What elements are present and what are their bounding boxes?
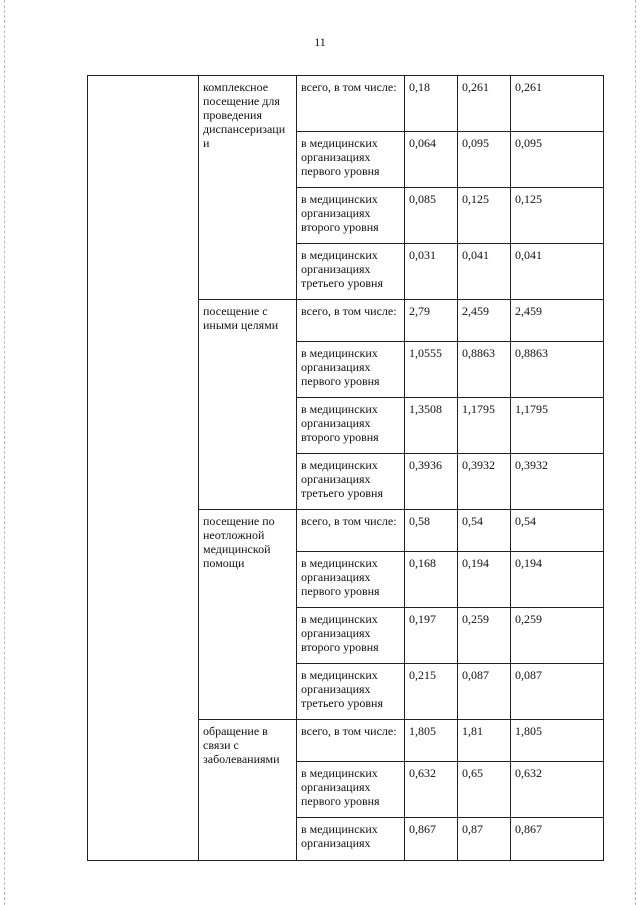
row-label-cell: в медицинских организациях третьего уровня	[297, 244, 405, 300]
category-cell	[88, 76, 199, 861]
group-name-cell: посещение по неотложной медицинской помощи	[199, 510, 297, 720]
group-name-cell: посещение с иными целями	[199, 300, 297, 510]
row-label-cell: в медицинских организациях первого уровня	[297, 342, 405, 398]
group-name-cell: обращение в связи с заболеваниями	[199, 720, 297, 861]
value-cell: 1,1795	[511, 398, 604, 454]
row-label-cell: в медицинских организациях	[297, 818, 405, 861]
value-cell: 0,125	[458, 188, 511, 244]
page-number: 11	[314, 35, 326, 49]
value-cell: 0,031	[405, 244, 458, 300]
value-cell: 0,125	[511, 188, 604, 244]
value-cell: 0,632	[405, 762, 458, 818]
value-cell: 0,867	[511, 818, 604, 861]
value-cell: 0,215	[405, 664, 458, 720]
value-cell: 0,8863	[458, 342, 511, 398]
value-cell: 0,085	[405, 188, 458, 244]
value-cell: 0,168	[405, 552, 458, 608]
value-cell: 0,54	[511, 510, 604, 552]
value-cell: 0,867	[405, 818, 458, 861]
value-cell: 0,3932	[458, 454, 511, 510]
value-cell: 0,087	[458, 664, 511, 720]
value-cell: 0,041	[458, 244, 511, 300]
row-label-cell: в медицинских организациях первого уровня	[297, 132, 405, 188]
value-cell: 0,041	[511, 244, 604, 300]
page-edge-right	[635, 0, 640, 905]
value-cell: 0,632	[511, 762, 604, 818]
row-label-cell: всего, в том числе:	[297, 300, 405, 342]
value-cell: 1,805	[511, 720, 604, 762]
value-cell: 0,064	[405, 132, 458, 188]
value-cell: 0,095	[458, 132, 511, 188]
value-cell: 1,0555	[405, 342, 458, 398]
row-label-cell: в медицинских организациях третьего уровня	[297, 664, 405, 720]
value-cell: 0,259	[458, 608, 511, 664]
table-row	[88, 76, 604, 132]
value-cell: 0,087	[511, 664, 604, 720]
standards-table	[87, 75, 604, 861]
value-cell: 0,259	[511, 608, 604, 664]
value-cell: 0,18	[405, 76, 458, 132]
value-cell: 2,79	[405, 300, 458, 342]
value-cell: 0,194	[511, 552, 604, 608]
value-cell: 0,54	[458, 510, 511, 552]
value-cell: 1,3508	[405, 398, 458, 454]
value-cell: 0,261	[458, 76, 511, 132]
value-cell: 2,459	[511, 300, 604, 342]
row-label-cell: в медицинских организациях второго уровня	[297, 398, 405, 454]
value-cell: 2,459	[458, 300, 511, 342]
row-label-cell: всего, в том числе:	[297, 720, 405, 762]
value-cell: 1,1795	[458, 398, 511, 454]
value-cell: 1,81	[458, 720, 511, 762]
value-cell: 0,3936	[405, 454, 458, 510]
row-label-cell: в медицинских организациях второго уровня	[297, 188, 405, 244]
value-cell: 0,65	[458, 762, 511, 818]
value-cell: 0,58	[405, 510, 458, 552]
page-edge-left	[0, 0, 5, 905]
value-cell: 0,87	[458, 818, 511, 861]
value-cell: 1,805	[405, 720, 458, 762]
row-label-cell: в медицинских организациях второго уровня	[297, 608, 405, 664]
group-name-cell: комплексное посещение для проведения диспансеризаци и	[199, 76, 297, 300]
row-label-cell: в медицинских организациях первого уровня	[297, 552, 405, 608]
value-cell: 0,197	[405, 608, 458, 664]
value-cell: 0,8863	[511, 342, 604, 398]
value-cell: 0,261	[511, 76, 604, 132]
value-cell: 0,3932	[511, 454, 604, 510]
value-cell: 0,095	[511, 132, 604, 188]
value-cell: 0,194	[458, 552, 511, 608]
row-label-cell: всего, в том числе:	[297, 510, 405, 552]
row-label-cell: всего, в том числе:	[297, 76, 405, 132]
row-label-cell: в медицинских организациях третьего уровня	[297, 454, 405, 510]
row-label-cell: в медицинских организациях первого уровня	[297, 762, 405, 818]
